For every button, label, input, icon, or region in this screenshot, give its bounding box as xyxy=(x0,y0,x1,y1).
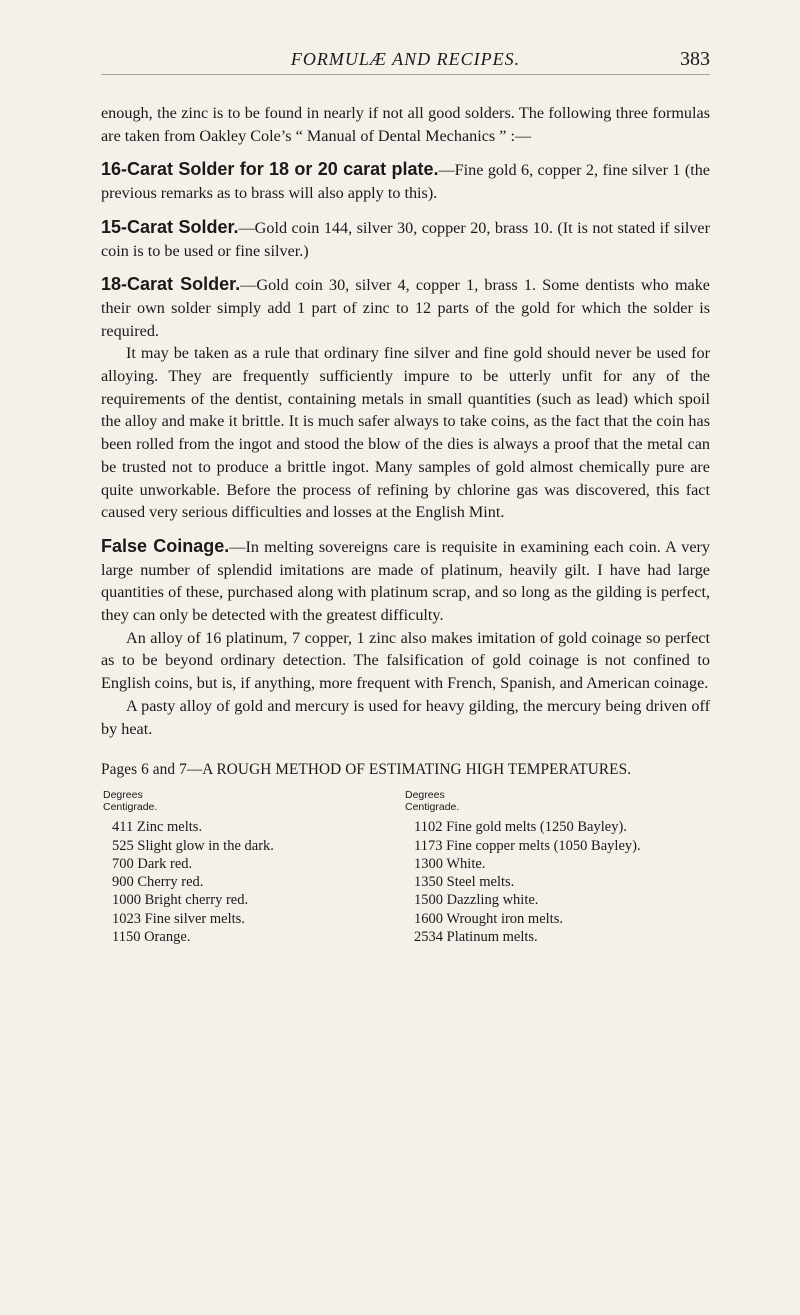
mercury-paragraph: A pasty alloy of gold and mercury is used for heavy gilding, the mercury being driven off by heat. xyxy=(101,696,710,738)
temperature-row: 900 Cherry red. xyxy=(112,874,204,891)
solder-15-carat-entry xyxy=(101,216,710,262)
temperature-row: 1350 Steel melts. xyxy=(414,874,515,891)
temperature-row: 700 Dark red. xyxy=(112,855,193,872)
solder-16-carat-heading: 16-Carat Solder for 18 or 20 carat plate. xyxy=(101,159,439,180)
solder-16-carat-entry xyxy=(101,158,710,204)
temperature-column-right xyxy=(403,789,710,946)
temperature-row: 1600 Wrought iron melts. xyxy=(414,910,563,927)
temperature-row: 2534 Platinum melts. xyxy=(414,929,538,946)
page-number: 383 xyxy=(680,48,710,70)
solder-18-carat-text: —Gold coin 30, silver 4, copper 1, brass 1. Some dentists who make their own solder simply add 1 part of zinc to 12 parts of the gold for which the solder is required. xyxy=(101,276,710,340)
temperature-row: 1173 Fine copper melts (1050 Bayley). xyxy=(414,837,641,854)
temperature-table xyxy=(101,789,710,946)
running-header xyxy=(101,44,710,75)
false-coinage-text: —In melting sovereigns care is requisite in examining each coin. A very large number of splendid imitations are made of platinum, heavily gilt. I have had large quantities of these, purchased along with platinum scrap, and so long as the gilding is perfect, they can only be detected with the greatest difficulty. xyxy=(101,537,710,625)
body-text xyxy=(101,102,710,740)
book-page xyxy=(101,44,710,946)
solder-15-carat-heading: 15-Carat Solder. xyxy=(101,216,239,237)
temperature-row: 411 Zinc melts. xyxy=(112,819,203,836)
solder-18-carat-entry xyxy=(101,273,710,342)
solder-18-carat-heading: 18-Carat Solder. xyxy=(101,274,241,295)
temperature-row: 1500 Dazzling white. xyxy=(414,892,539,909)
platinum-alloy-paragraph: An alloy of 16 platinum, 7 copper, 1 zinc also makes imitation of gold coinage so perfect as to be beyond ordinary detection. The falsification of gold coinage is not confined to English coins, but is, if anything, more frequent with French, Spanish, and American coinage. xyxy=(101,628,710,693)
temperature-row: 1300 White. xyxy=(414,855,486,872)
temperature-table-title: Pages 6 and 7—A ROUGH METHOD OF ESTIMATING HIGH TEMPERATURES. xyxy=(101,761,632,779)
temperature-row: 525 Slight glow in the dark. xyxy=(112,837,274,854)
temperature-row: 1023 Fine silver melts. xyxy=(112,910,245,927)
temperature-row: 1000 Bright cherry red. xyxy=(112,892,249,909)
temperature-column-left xyxy=(101,789,403,946)
running-title: FORMULÆ AND RECIPES. xyxy=(290,49,521,69)
intro-paragraph: enough, the zinc is to be found in nearly if not all good solders. The following three formulas are taken from Oakley Cole’s “ Manual of Dental Mechanics ” :— xyxy=(101,104,710,145)
solder-16-carat-text: —Fine gold 6, copper 2, fine silver 1 (the previous remarks as to brass will also apply to this). xyxy=(101,161,710,203)
false-coinage-entry xyxy=(101,535,710,627)
column-label-centigrade: Centigrade. xyxy=(405,801,460,814)
column-label-degrees: Degrees xyxy=(405,789,445,802)
column-label-degrees: Degrees xyxy=(103,789,143,802)
solder-15-carat-text: —Gold coin 144, silver 30, copper 20, brass 10. (It is not stated if silver coin is to be used or fine silver.) xyxy=(101,218,710,260)
column-label-centigrade: Centigrade. xyxy=(103,801,158,814)
fine-silver-paragraph: It may be taken as a rule that ordinary fine silver and fine gold should never be used for alloying. They are frequently sufficiently impure to be utterly unfit for any of the requirements of the dentist, containing metals in small quantities (such as lead) which spoil the alloy and make it brittle. It is much safer always to take coins, as the fact that the coin has been rolled from the ingot and stood the blow of the dies is always a proof that the metal can be trusted not to produce a brittle ingot. Many samples of gold almost chemically pure are quite unworkable. Before the process of refining by chlorine gas was discovered, this fact caused very serious difficulties and losses at the English Mint. xyxy=(101,344,710,522)
false-coinage-heading: False Coinage. xyxy=(101,535,230,556)
temperature-row: 1150 Orange. xyxy=(112,929,191,946)
temperature-row: 1102 Fine gold melts (1250 Bayley). xyxy=(414,819,627,836)
